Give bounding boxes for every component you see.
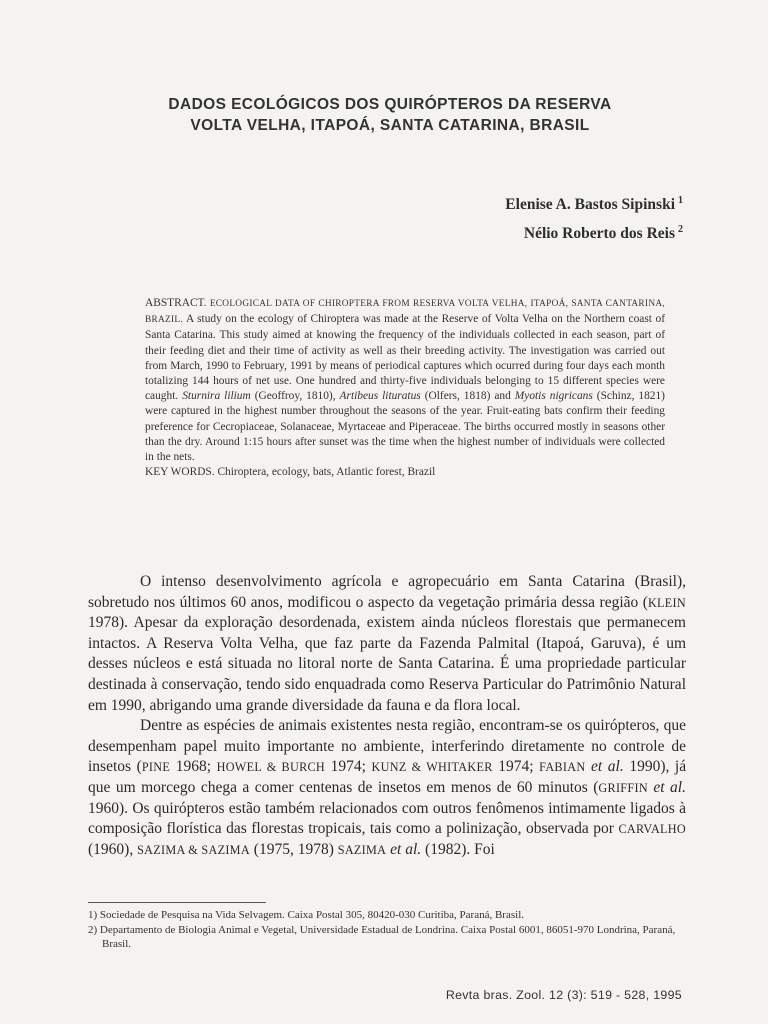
text-run: 1960). Os quirópteros estão também relacionados com outros fenômenos intimamente ligados à composição florística das florestas tropicais, tais como a polinização, observada por bbox=[88, 799, 686, 838]
citation-author: HOWEL & BURCH bbox=[216, 760, 326, 775]
abstract-label: ABSTRACT. bbox=[145, 297, 207, 309]
title-line-1: DADOS ECOLÓGICOS DOS QUIRÓPTEROS DA RESERVA bbox=[168, 96, 612, 113]
text-run: 1974; bbox=[330, 758, 366, 776]
author bbox=[505, 217, 683, 246]
abstract-body-1: A study on the ecology of Chiroptera was made at the Reserve of Volta Velha on the Northern coast of Santa Catarina. This study aimed at knowing the frequency of the individuals collected in each season, part of their feeding diet and their time of activity as well as their breeding activity. The investigation was carried out from March, 1990 to February, 1991 by means of periodical captures which ocurred during four days each month totalizing 144 hours of net use. One hundred and thirty-five individuals belonging to 15 different species were caught. bbox=[145, 313, 666, 403]
species-authority: (Olfers, 1818) and bbox=[424, 390, 511, 403]
paragraph bbox=[88, 572, 686, 716]
abstract-body-2: (Schinz, 1821) were captured in the highest number throughout the seasons of the year. Fruit-eating bats confirm their feeding preference for Cecropiaceae, Solanaceae, Myrtaceae and Piperaceae. The births occurred mostly in seasons other than the dry. Around 1:15 hours after sunset was the time when the highest number of individuals were collected in the nets. bbox=[145, 390, 665, 464]
footnote: 2) Departamento de Biologia Animal e Vegetal, Universidade Estadual de Londrina. Caixa Postal 6001, 86051-970 Londrina, Paraná, Brasil. bbox=[88, 923, 676, 950]
author bbox=[505, 188, 683, 217]
text-run: (1960), bbox=[88, 840, 134, 858]
species-name: Artibeus lituratus bbox=[339, 390, 421, 403]
author-name: Nélio Roberto dos Reis bbox=[523, 225, 675, 242]
text-run: 1968; bbox=[175, 758, 212, 776]
text-run: 1974; bbox=[498, 758, 534, 776]
species-name: Sturnira lilium bbox=[182, 390, 251, 403]
author-footnote-mark: 2 bbox=[678, 224, 683, 235]
author-name: Elenise A. Bastos Sipinski bbox=[505, 196, 675, 213]
citation-author: PINE bbox=[141, 760, 171, 775]
citation-author: SAZIMA bbox=[337, 842, 387, 857]
body-text bbox=[88, 572, 686, 860]
species-name: Myotis nigricans bbox=[514, 390, 593, 403]
text-run: 1978). Apesar da exploração desordenada, existem ainda núcleos florestais que permanecem intactos. A Reserva Volta Velha, que faz parte da Fazenda Palmital (Itapoá, Garuva), é um desses núcleos e está situada no litoral norte de Santa Catarina. É uma propriedade particular destinada à conservação, tendo sido enquadrada como Reserva Particular do Patrimônio Natural em 1990, abrigando uma grande diversidade da fauna e da flora local. bbox=[88, 614, 686, 714]
et-al: et al. bbox=[390, 840, 422, 858]
species-authority: (Geoffroy, 1810), bbox=[254, 390, 336, 403]
footnote-divider bbox=[88, 902, 266, 903]
author-list bbox=[505, 188, 683, 246]
author-footnote-mark: 1 bbox=[678, 195, 683, 206]
citation-author: FABIAN bbox=[539, 760, 586, 775]
keywords: KEY WORDS. Chiroptera, ecology, bats, Atlantic forest, Brazil bbox=[145, 466, 436, 479]
paragraph bbox=[88, 716, 686, 860]
text-run: 1990), já que um morcego chega a comer centenas de insetos em menos de 60 minutos ( bbox=[88, 758, 687, 796]
footnote: 1) Sociedade de Pesquisa na Vida Selvagem. Caixa Postal 305, 80420-030 Curitiba, Paraná, Brasil. bbox=[88, 909, 524, 921]
page-title bbox=[100, 94, 680, 136]
citation-author: GRIFFIN bbox=[598, 780, 648, 795]
abstract-text bbox=[145, 296, 665, 465]
citation-author: SAZIMA & SAZIMA bbox=[137, 842, 250, 857]
text-run: Dentre as espécies de animais existentes nesta região, encontram-se os quirópteros, que desempenham papel muito importante no ambiente, interferindo diretamente no controle de insetos ( bbox=[88, 717, 686, 776]
citation-author: KUNZ & WHITAKER bbox=[371, 760, 493, 775]
text-run: (1975, 1978) bbox=[253, 840, 334, 858]
journal-citation: Revta bras. Zool. 12 (3): 519 - 528, 1995 bbox=[445, 988, 682, 1002]
et-al: et al. bbox=[591, 758, 624, 776]
citation-author: CARVALHO bbox=[618, 822, 686, 837]
text-run: O intenso desenvolvimento agrícola e agropecuário em Santa Catarina (Brasil), sobretudo nos últimos 60 anos, modificou o aspecto da vegetação primária dessa região ( bbox=[88, 573, 686, 611]
title-line-2: VOLTA VELHA, ITAPOÁ, SANTA CATARINA, BRASIL bbox=[190, 117, 590, 134]
footnotes bbox=[88, 908, 688, 952]
abstract-heading: ECOLOGICAL DATA OF CHIROPTERA FROM RESERVA VOLTA VELHA, ITAPOÁ, SANTA CANTARINA, BRAZIL. bbox=[145, 299, 665, 326]
citation-author: KLEIN bbox=[647, 595, 686, 610]
et-al: et al. bbox=[653, 778, 686, 796]
text-run: (1982). Foi bbox=[425, 840, 495, 858]
abstract bbox=[145, 296, 665, 480]
